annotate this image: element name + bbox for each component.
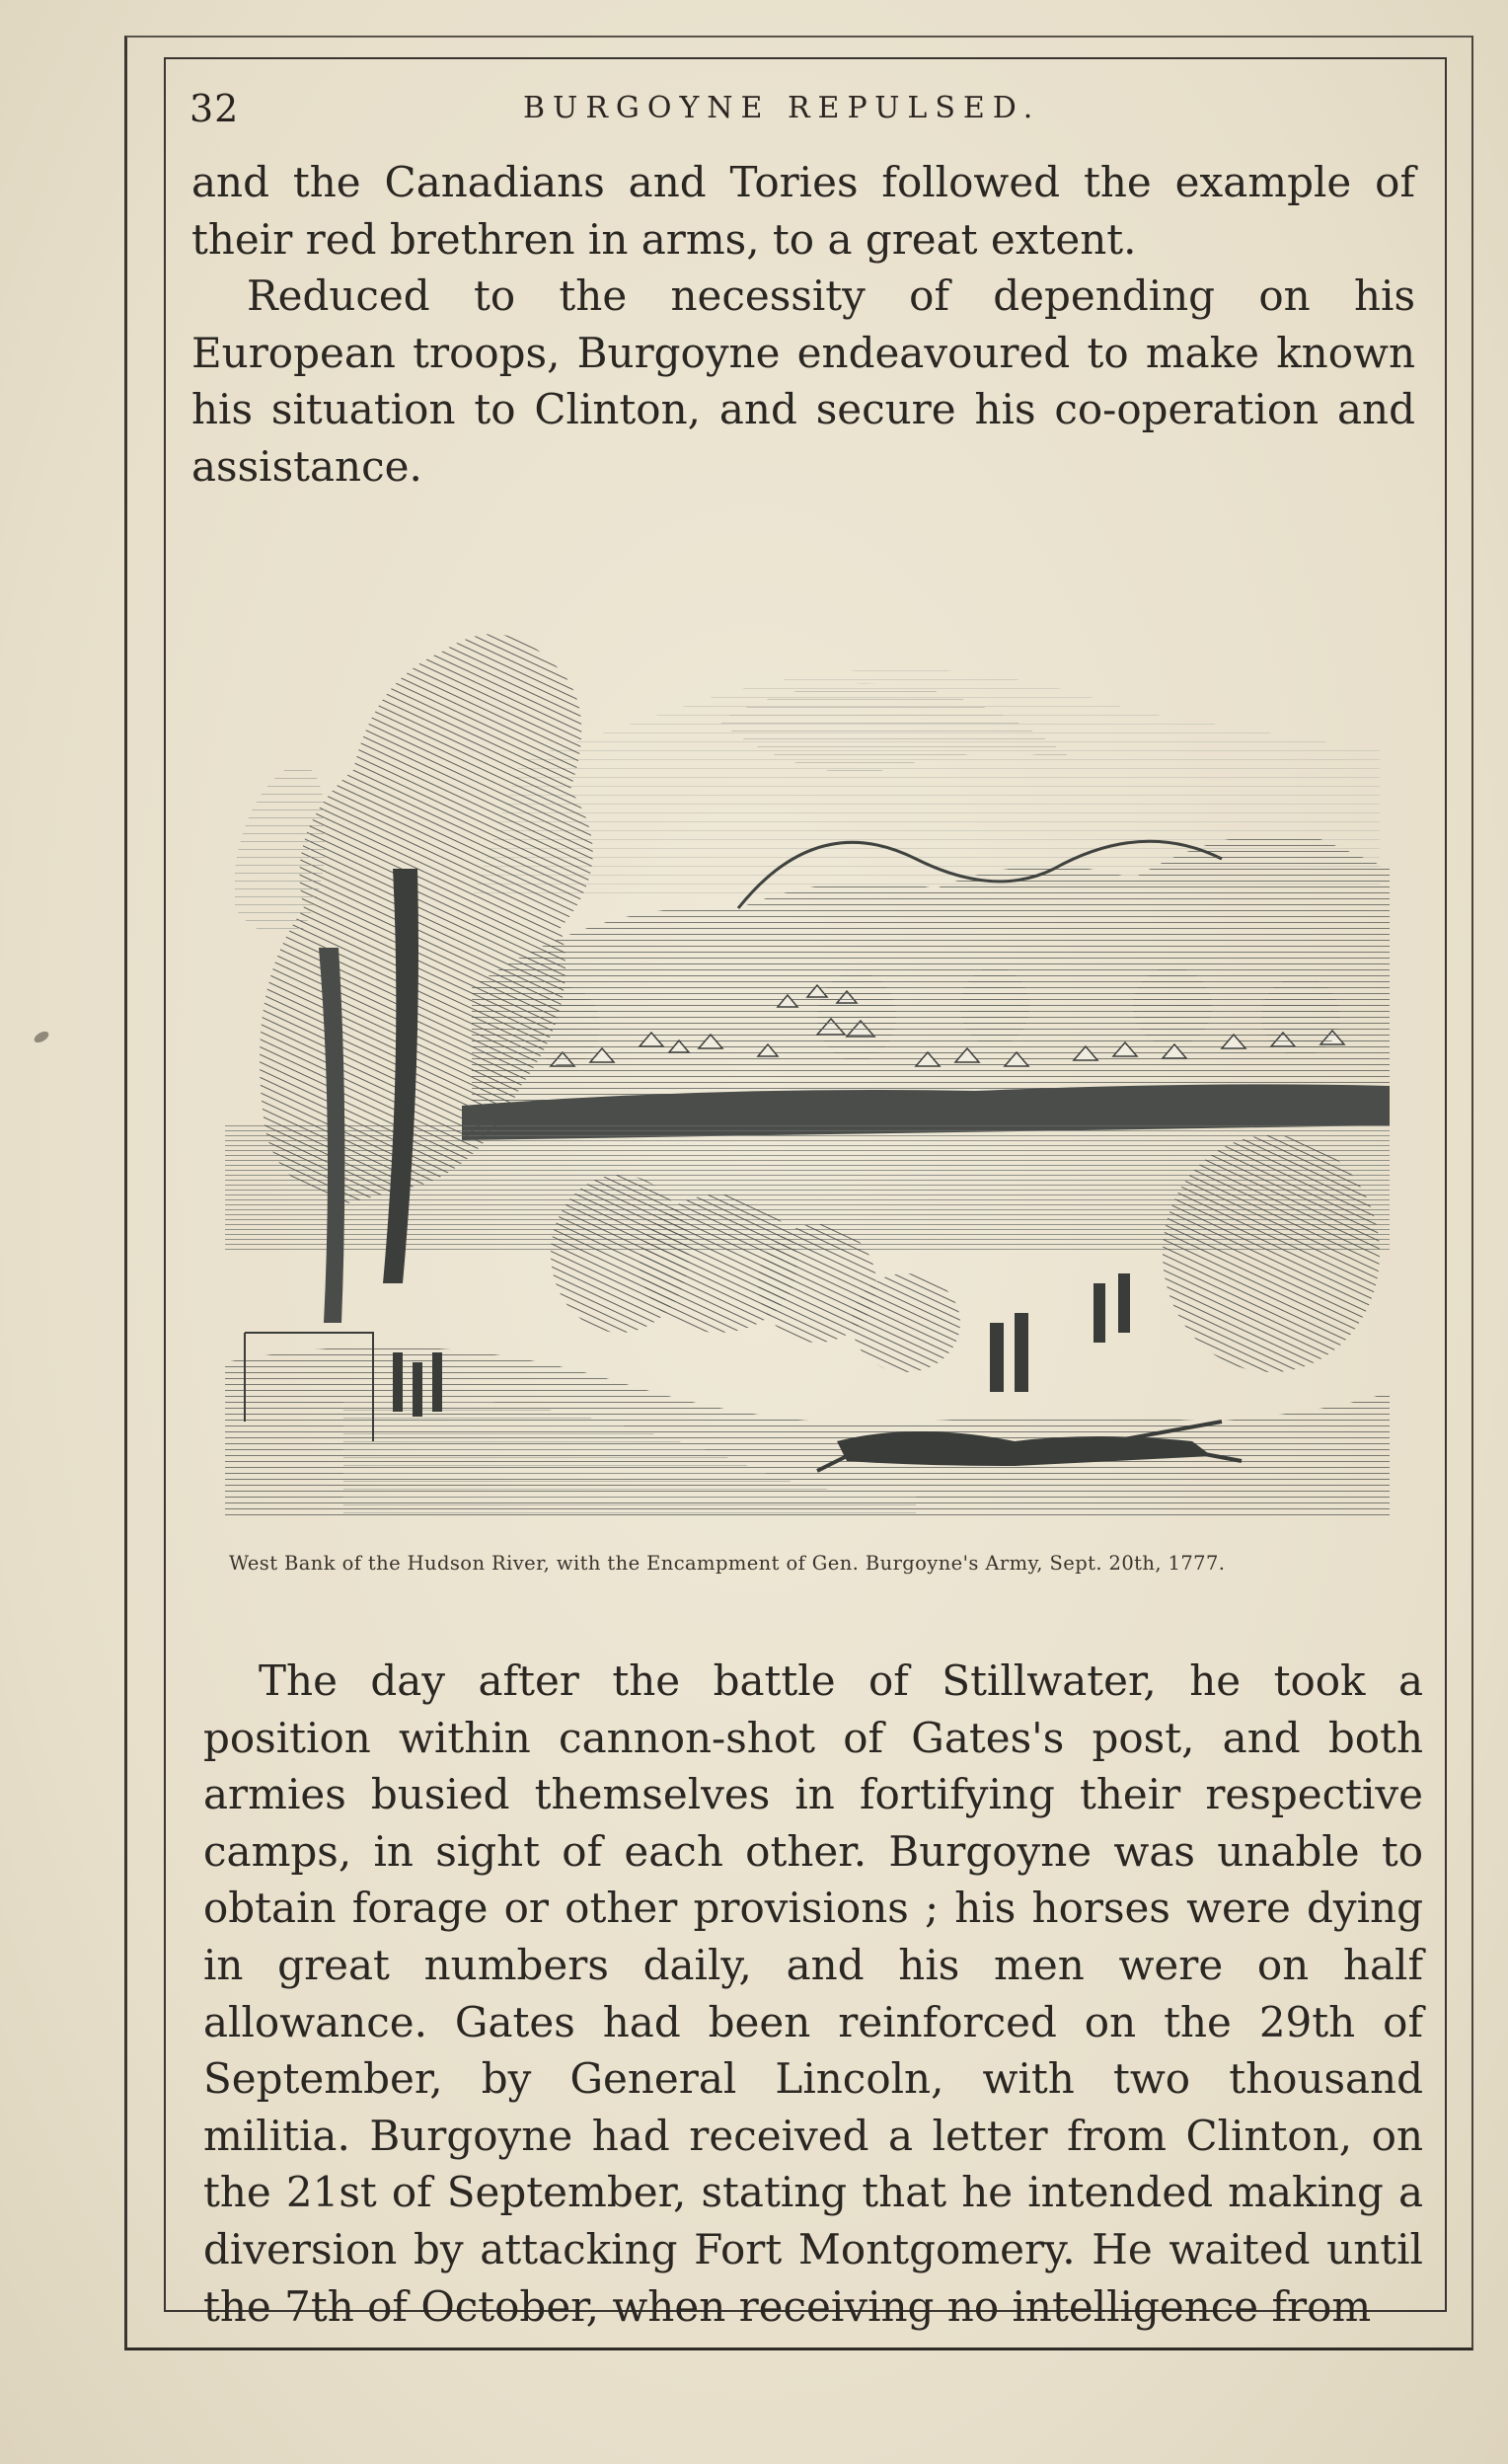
body-text-top xyxy=(191,154,1415,495)
page-number: 32 xyxy=(189,87,240,130)
body-text-bottom xyxy=(203,1653,1423,2335)
illustration-caption: West Bank of the Hudson River, with the Encampment of Gen. Burgoyne's Army, Sept. 20th, 1777. xyxy=(229,1552,1226,1575)
engraving-illustration xyxy=(225,573,1399,1520)
paragraph: Reduced to the necessity of depending on his European troops, Burgoyne endeavoured to make known his situation to Clinton, and secure his co-operation and assistance. xyxy=(191,271,1415,491)
paragraph: and the Canadians and Tories followed the example of their red brethren in arms, to a great extent. xyxy=(191,158,1415,264)
paragraph: The day after the battle of Stillwater, he took a position within cannon-shot of Gates's post, and both armies busied themselves in fortifying their respective camps, in sight of each other. Burgoyne was unable to obtain forage or other provisions ; his horses were dying in great numbers daily, and his men were on half allowance. Gates had been reinforced on the 29th of September, by General Lincoln, with two thousand militia. Burgoyne had received a letter from Clinton, on the 21st of September, stating that he intended making a diversion by attacking Fort Montgomery. He waited until the 7th of October, when receiving no intelligence from xyxy=(203,1656,1423,2331)
running-title: BURGOYNE REPULSED. xyxy=(523,91,1041,125)
